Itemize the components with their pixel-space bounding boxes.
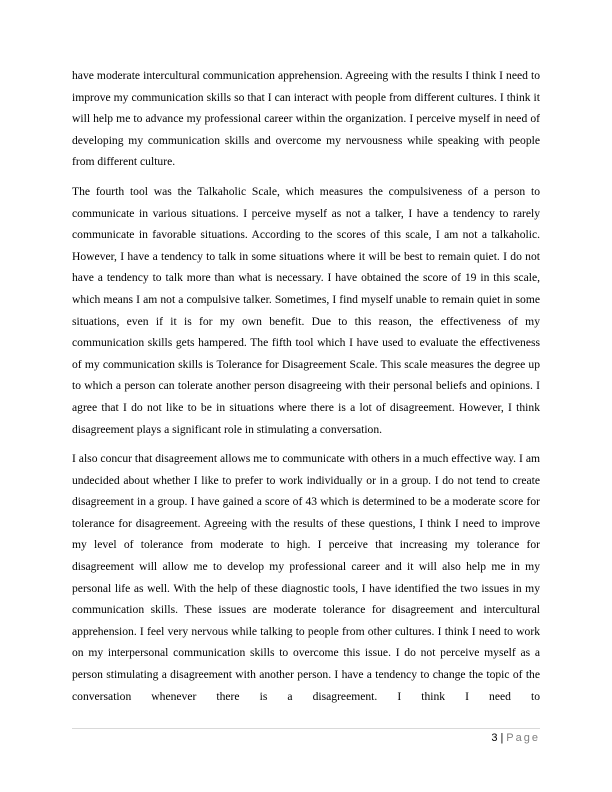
- paragraph-1: have moderate intercultural communication apprehension. Agreeing with the results I think I need to improve my communication skills so that I can interact with people from different cultures. I think it will help me to advance my professional career within the organization. I perceive myself in need of developing my communication skills and overcome my nervousness while speaking with people from different culture.: [72, 69, 540, 169]
- page-label: Page: [506, 732, 540, 744]
- footer-separator: |: [500, 732, 504, 744]
- paragraph-2: The fourth tool was the Talkaholic Scale, which measures the compulsiveness of a person to communicate in various situations. I perceive myself as not a talker, I have a tendency to rarely communicate in favorable situations. According to the scores of this scale, I am not a talkaholic. However, I have a tendency to talk in some situations where it will be best to remain quiet. I do not have a tendency to talk more than what is necessary. I have obtained the score of 19 in this scale, which means I am not a compulsive talker. Sometimes, I find myself unable to remain quiet in some situations, even if it is for my own benefit. Due to this reason, the effectiveness of my communication skills gets hampered. The fifth tool which I have used to evaluate the effectiveness of my communication skills is Tolerance for Disagreement Scale. This scale measures the degree up to which a person can tolerate another person disagreeing with their personal beliefs and opinions. I agree that I do not like to be in situations where there is a lot of disagreement. However, I think disagreement plays a significant role in stimulating a conversation.: [72, 184, 540, 436]
- body-text: [72, 65, 540, 707]
- paragraph-3: I also concur that disagreement allows me to communicate with others in a much effective way. I am undecided about whether I like to prefer to work individually or in a group. I do not tend to create disagreement in a group. I have gained a score of 43 which is determined to be a moderate score for tolerance for disagreement. Agreeing with the results of these questions, I think I need to improve my level of tolerance from moderate to high. I perceive that increasing my tolerance for disagreement will allow me to develop my professional career and it will also help me in my personal life as well. With the help of these diagnostic tools, I have identified the two issues in my communication skills. These issues are moderate tolerance for disagreement and intercultural apprehension. I feel very nervous while talking to people from other cultures. I think I need to work on my interpersonal communication skills to overcome this issue. I do not perceive myself as a person stimulating a disagreement with another person. I have a tendency to change the topic of the conversation whenever there is a disagreement. I think I need to: [72, 452, 540, 703]
- page-number: 3: [491, 732, 498, 744]
- page-footer: [491, 731, 540, 745]
- footer-divider: [72, 728, 540, 729]
